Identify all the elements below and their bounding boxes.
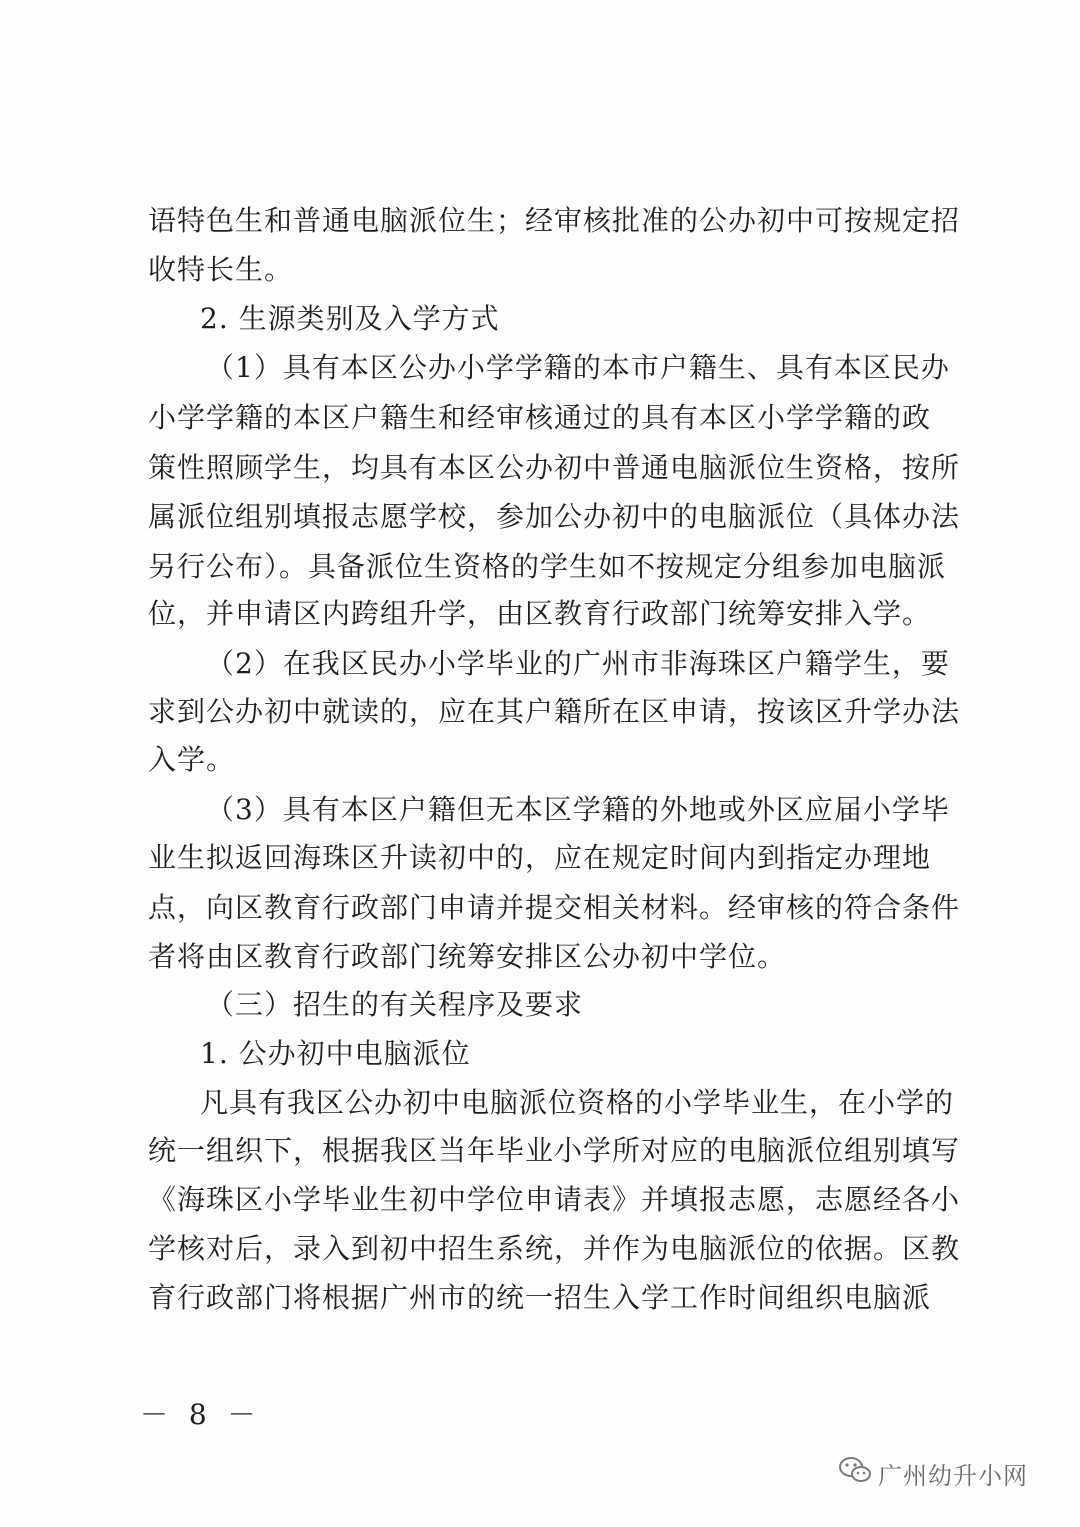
body-line: 统一组织下，根据我区当年毕业小学所对应的电脑派位组别填写 [148,1134,961,1167]
body-line: （2）在我区民办小学毕业的广州市非海珠区户籍学生，要 [206,647,950,680]
body-line: 凡具有我区公办初中电脑派位资格的小学毕业生，在小学的 [200,1086,955,1119]
body-line: 业生拟返回海珠区升读初中的，应在规定时间内到指定办理地 [148,841,932,874]
page-number: － 8 － [140,1398,262,1431]
body-line: 另行公布）。具备派位生资格的学生如不按规定分组参加电脑派 [148,550,947,583]
body-line: 收特长生。 [148,253,294,286]
body-line: 点，向区教育行政部门申请并提交相关材料。经审核的符合条件 [148,891,961,924]
body-line: 求到公办初中就读的，应在其户籍所在区申请，按该区升学办法 [148,695,961,728]
body-line: 《海珠区小学毕业生初中学位申请表》并填报志愿，志愿经各小 [148,1183,961,1216]
body-line: 语特色生和普通电脑派位生；经审核批准的公办初中可按规定招 [148,204,961,237]
wechat-icon [838,1455,878,1491]
section-heading: 2. 生源类别及入学方式 [200,302,500,335]
watermark-text: 广州幼升小网 [878,1461,1028,1490]
body-line: 育行政部门将根据广州市的统一招生入学工作时间组织电脑派 [148,1281,932,1314]
section-heading: （三）招生的有关程序及要求 [206,988,584,1021]
body-line: 小学学籍的本区户籍生和经审核通过的具有本区小学学籍的政 [148,401,932,434]
body-line: 者将由区教育行政部门统筹安排区公办初中学位。 [148,940,787,973]
body-line: 入学。 [148,743,236,776]
body-line: （3）具有本区户籍但无本区学籍的外地或外区应届小学毕 [206,793,950,826]
body-line: 位，并申请区内跨组升学，由区教育行政部门统筹安排入学。 [148,597,932,630]
body-line: （1）具有本区公办小学学籍的本市户籍生、具有本区民办 [206,351,950,384]
body-line: 策性照顾学生，均具有本区公办初中普通电脑派位生资格，按所 [148,451,961,484]
body-line: 学核对后，录入到初中招生系统，并作为电脑派位的依据。区教 [148,1232,961,1265]
watermark [838,1453,1028,1493]
body-line: 属派位组别填报志愿学校，参加公办初中的电脑派位（具体办法 [148,500,961,533]
section-heading: 1. 公办初中电脑派位 [200,1037,471,1070]
